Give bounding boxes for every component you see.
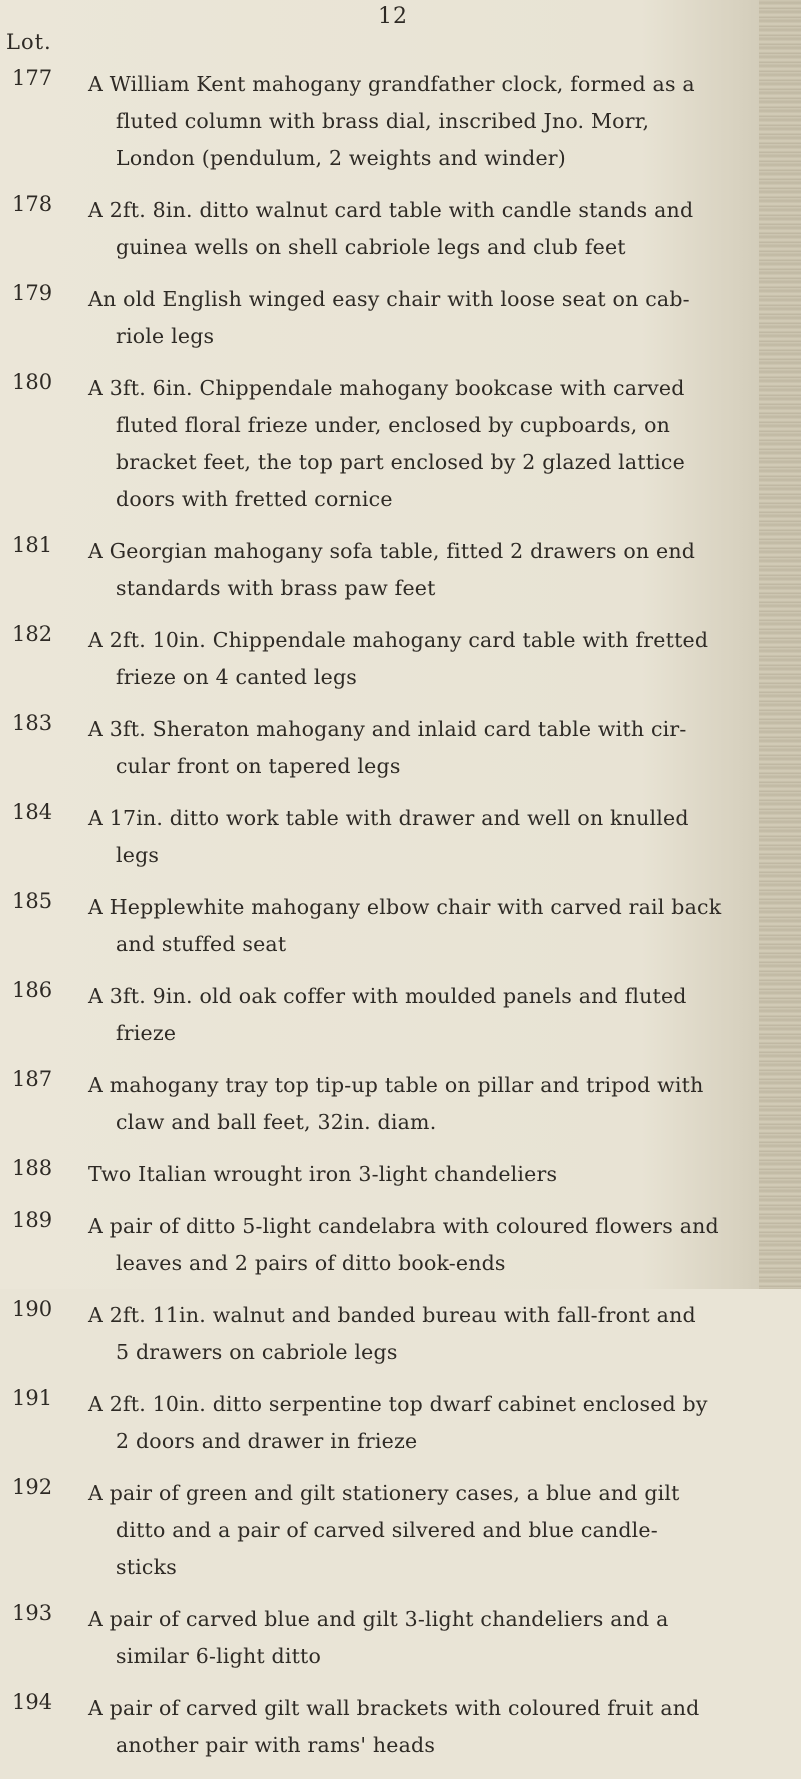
page-number: 12 — [378, 4, 408, 29]
lot-entry — [0, 192, 760, 266]
lot-description-line: frieze — [116, 1021, 177, 1045]
lot-description-line: standards with brass paw feet — [116, 576, 436, 600]
lot-description-line: claw and ball feet, 32in. diam. — [116, 1110, 437, 1134]
lot-description-line: leaves and 2 pairs of ditto book-ends — [116, 1251, 506, 1275]
lot-description-line: London (pendulum, 2 weights and winder) — [116, 146, 566, 170]
lot-description-line: A Georgian mahogany sofa table, fitted 2 drawers on end — [88, 539, 696, 563]
lot-number: 179 — [12, 281, 53, 305]
lot-description-line: bracket feet, the top part enclosed by 2 glazed lattice — [116, 450, 685, 474]
lot-description-line: similar 6-light ditto — [116, 1644, 322, 1668]
lot-description-line: guinea wells on shell cabriole legs and club feet — [116, 235, 626, 259]
lot-entry — [0, 1067, 760, 1141]
lot-description-line: A Hepplewhite mahogany elbow chair with carved rail back — [88, 895, 722, 919]
lot-description-line: another pair with rams' heads — [116, 1733, 436, 1757]
lot-description-line: 2 doors and drawer in frieze — [116, 1429, 418, 1453]
lot-entry — [0, 800, 760, 874]
lot-description-line: 5 drawers on cabriole legs — [116, 1340, 398, 1364]
lot-description-line: sticks — [116, 1555, 177, 1579]
lot-description-line: frieze on 4 canted legs — [116, 665, 357, 689]
lot-description-line: A 2ft. 10in. ditto serpentine top dwarf cabinet enclosed by — [88, 1392, 708, 1416]
lot-entry — [0, 370, 760, 518]
lot-number: 177 — [12, 66, 53, 90]
lot-number: 184 — [12, 800, 53, 824]
lot-description-line: riole legs — [116, 324, 215, 348]
lot-description-line: A pair of carved blue and gilt 3-light chandeliers and a — [88, 1607, 669, 1631]
lot-number: 194 — [12, 1690, 53, 1714]
lot-number: 189 — [12, 1208, 53, 1232]
lot-number: 183 — [12, 711, 53, 735]
lot-entry — [0, 1297, 760, 1371]
lot-number: 178 — [12, 192, 53, 216]
lot-entry — [0, 889, 760, 963]
lot-description-line: and stuffed seat — [116, 932, 287, 956]
lot-entry — [0, 1601, 760, 1675]
lot-entry — [0, 533, 760, 607]
lot-description-line: A 3ft. 9in. old oak coffer with moulded panels and fluted — [88, 984, 687, 1008]
lot-number: 192 — [12, 1475, 53, 1499]
lot-description-line: A pair of ditto 5-light candelabra with coloured flowers and — [88, 1214, 719, 1238]
lot-description-line: A 17in. ditto work table with drawer and well on knulled — [88, 806, 689, 830]
lot-column-header: Lot. — [6, 30, 52, 54]
lot-entry — [0, 1208, 760, 1282]
lot-description-line: Two Italian wrought iron 3-light chandeliers — [88, 1162, 558, 1186]
lot-description-line: An old English winged easy chair with loose seat on cab- — [88, 287, 690, 311]
lot-number: 190 — [12, 1297, 53, 1321]
lot-entry — [0, 711, 760, 785]
lot-number: 180 — [12, 370, 53, 394]
lot-entry — [0, 1386, 760, 1460]
lot-number: 181 — [12, 533, 53, 557]
lot-description-line: fluted column with brass dial, inscribed Jno. Morr, — [116, 109, 650, 133]
lot-entry — [0, 622, 760, 696]
lot-entry — [0, 978, 760, 1052]
lot-number: 182 — [12, 622, 53, 646]
lot-description-line: A 2ft. 8in. ditto walnut card table with candle stands and — [88, 198, 694, 222]
lot-number: 186 — [12, 978, 53, 1002]
lot-entry — [0, 1690, 760, 1764]
lot-entry — [0, 1475, 760, 1586]
lot-description-line: A William Kent mahogany grandfather clock, formed as a — [88, 72, 695, 96]
page-edge-shadow — [759, 0, 801, 1289]
lot-entry — [0, 1156, 760, 1193]
lot-description-line: A 2ft. 11in. walnut and banded bureau with fall-front and — [88, 1303, 696, 1327]
lot-description-line: doors with fretted cornice — [116, 487, 393, 511]
lot-description-line: ditto and a pair of carved silvered and blue candle- — [116, 1518, 658, 1542]
lot-description-line: legs — [116, 843, 160, 867]
lot-entry — [0, 281, 760, 355]
lot-number: 185 — [12, 889, 53, 913]
lot-description-line: A pair of carved gilt wall brackets with coloured fruit and — [88, 1696, 700, 1720]
lot-description-line: A mahogany tray top tip-up table on pillar and tripod with — [88, 1073, 704, 1097]
lot-number: 187 — [12, 1067, 53, 1091]
lot-description-line: cular front on tapered legs — [116, 754, 401, 778]
lot-description-line: A 2ft. 10in. Chippendale mahogany card table with fretted — [88, 628, 709, 652]
lot-entry — [0, 66, 760, 177]
lot-description-line: fluted floral frieze under, enclosed by cupboards, on — [116, 413, 671, 437]
lot-entries-list — [0, 66, 760, 1779]
lot-description-line: A pair of green and gilt stationery cases, a blue and gilt — [88, 1481, 680, 1505]
lot-number: 193 — [12, 1601, 53, 1625]
lot-description-line: A 3ft. Sheraton mahogany and inlaid card table with cir- — [88, 717, 687, 741]
lot-description-line: A 3ft. 6in. Chippendale mahogany bookcase with carved — [88, 376, 685, 400]
lot-number: 188 — [12, 1156, 53, 1180]
lot-number: 191 — [12, 1386, 53, 1410]
